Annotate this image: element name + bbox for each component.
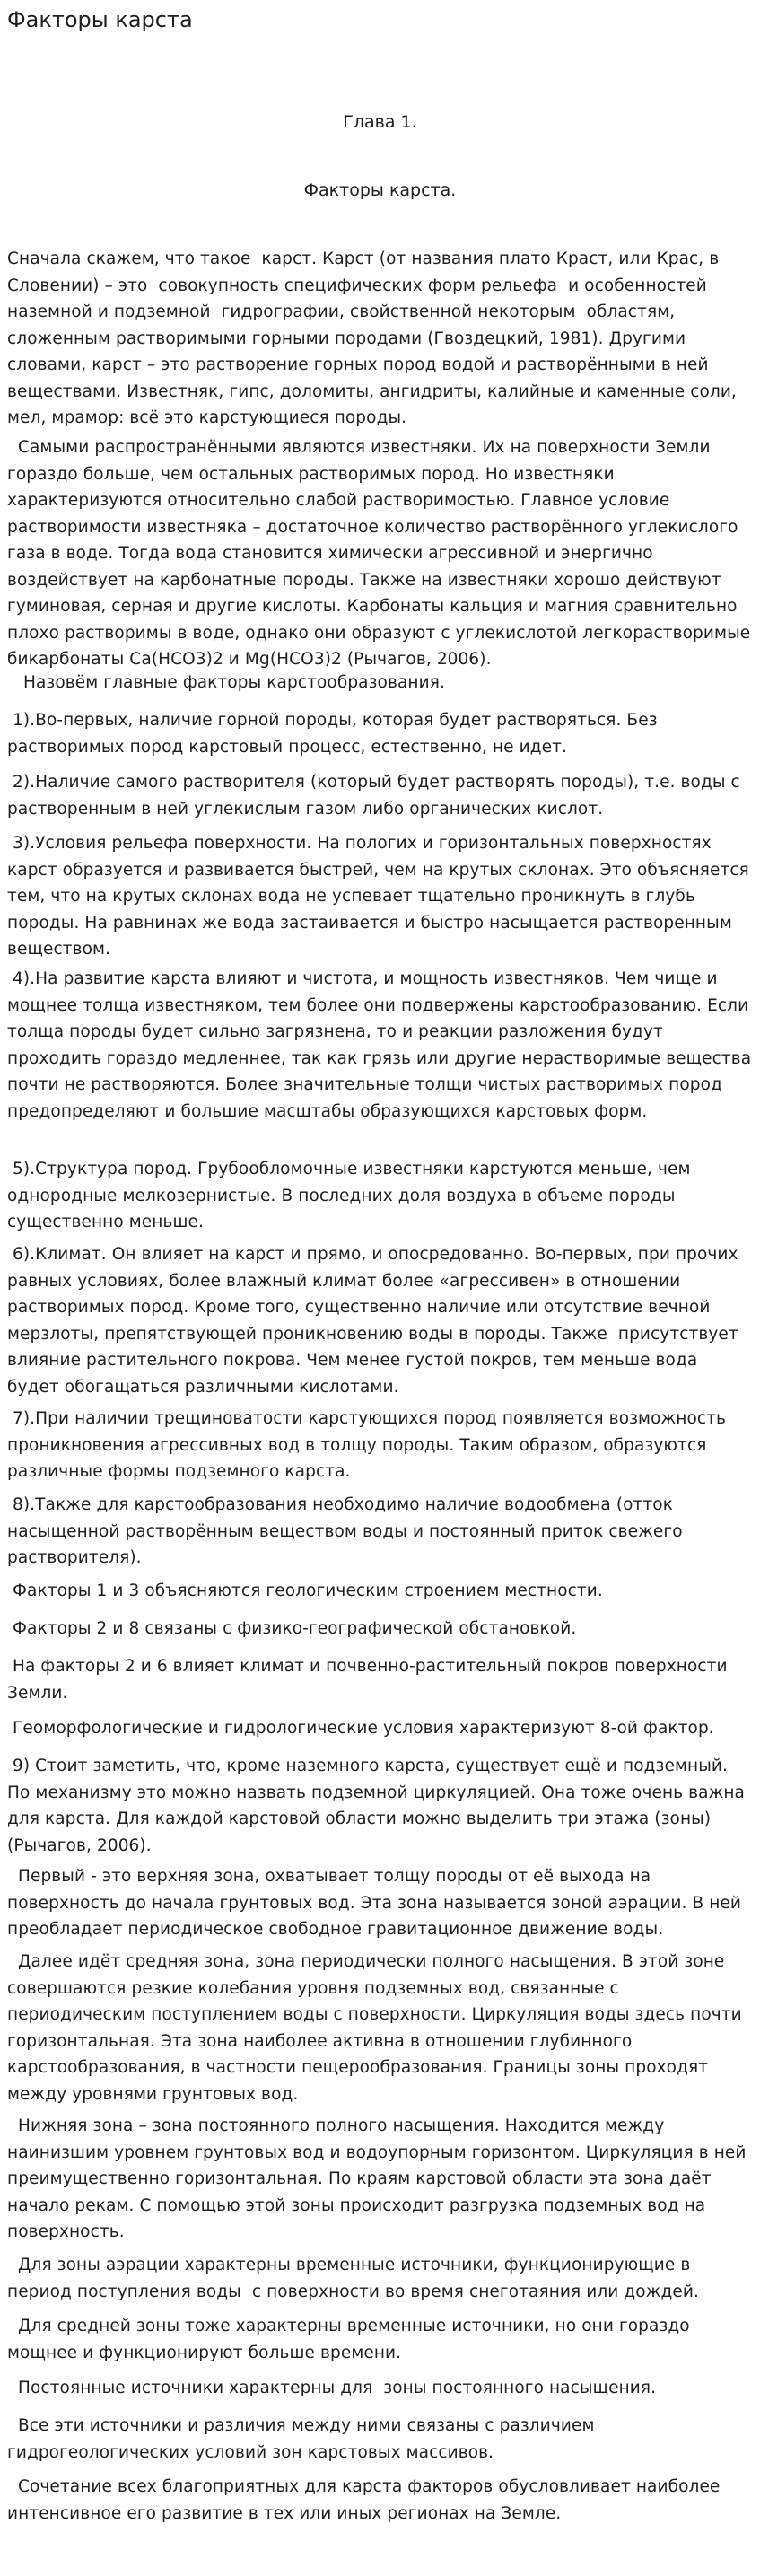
- paragraph-factor-8-conditions: Геоморфологические и гидрологические условия характеризуют 8-ой фактор.: [7, 1719, 714, 1738]
- paragraph-factor-4: 4).На развитие карста влияют и чистота, и мощность известняков. Чем чище и мощнее толща известняком, тем более они подвержены карстообразованию. Если толща породы будет сильно загрязнена, то и реакции разложения будут проходить гораздо медленнее, так как грязь или другие нерастворимые вещества почти не растворяются. Более значительные толщи чистых растворимых пород предопределяют и большие масштабы образующихся карстовых форм.: [7, 969, 757, 1121]
- document-title: Факторы карста: [7, 7, 193, 32]
- paragraph-limestone: Самыми распространёнными являются известняки. Их на поверхности Земли гораздо больше, чем остальных растворимых пород. Но известняки характеризуются относительно слабой растворимостью. Главное условие растворимости известняка – достаточное количество растворённого углекислого газа в воде. Тогда вода становится химически агрессивной и энергично воздействует на карбонатные породы. Также на известняки хорошо действуют гуминовая, серная и другие кислоты. Карбонаты кальция и магния сравнительно плохо растворимы в воде, однако они образуют с углекислотой легкорастворимые бикарбонаты Ca(HCO3)2 и Mg(HCO3)2 (Рычагов, 2006).: [7, 438, 756, 669]
- paragraph-factor-8: 8).Также для карстообразования необходимо наличие водообмена (отток насыщенной растворённым веществом воды и постоянный приток свежего растворителя).: [7, 1495, 688, 1567]
- paragraph-factors-1-3: Факторы 1 и 3 объясняются геологическим строением местности.: [7, 1582, 603, 1600]
- paragraph-middle-sources: Для средней зоны тоже характерны временные источники, но они гораздо мощнее и функционируют больше времени.: [7, 2317, 695, 2362]
- paragraph-upper-zone: Первый - это верхняя зона, охватывает толщу породы от её выхода на поверхность до начала грунтовых вод. Эта зона называется зоной аэрации. В ней преобладает периодическое свободное гравитационное движение воды.: [7, 1867, 747, 1939]
- paragraph-intro: Сначала скажем, что такое карст. Карст (от названия плато Краст, или Крас, в Словении) – это совокупность специфических форм рельефа и особенностей наземной и подземной гидрографии, свойственной некоторым областям, сложенным растворимыми горными породами (Гвоздецкий, 1981). Другими словами, карст – это растворение горных пород водой и растворёнными в ней веществами. Известняк, гипс, доломиты, ангидриты, калийные и каменные соли, мел, мрамор: всё это карстующиеся породы.: [7, 250, 742, 427]
- paragraph-underground-karst: 9) Стоит заметить, что, кроме наземного карста, существует ещё и подземный. По механизму это можно назвать подземной циркуляцией. Она тоже очень важна для карста. Для каждой карстовой области можно выделить три этажа (зоны) (Рычагов, 2006).: [7, 1757, 750, 1855]
- paragraph-conclusion: Сочетание всех благоприятных для карста факторов обусловливает наиболее интенсивное его развитие в тех или иных регионах на Земле.: [7, 2477, 726, 2523]
- paragraph-factor-3: 3).Условия рельефа поверхности. На пологих и горизонтальных поверхностях карст образуется и развивается быстрей, чем на крутых склонах. Это объясняется тем, что на крутых склонах вода не успевает тщательно проникнуть в глубь породы. На равнинах же вода застаивается и быстро насыщается растворенным веществом.: [7, 834, 755, 959]
- paragraph-factor-7: 7).При наличии трещиноватости карстующихся пород появляется возможность проникновения агрессивных вод в толщу породы. Таким образом, образуются различные формы подземного карста.: [7, 1409, 732, 1481]
- paragraph-permanent-sources: Постоянные источники характерны для зоны постоянного насыщения.: [7, 2379, 657, 2397]
- paragraph-factor-1: 1).Во-первых, наличие горной породы, которая будет растворяться. Без растворимых пород карстовый процесс, естественно, не идет.: [7, 711, 663, 757]
- paragraph-factors-2-8: Факторы 2 и 8 связаны с физико-географической обстановкой.: [7, 1619, 577, 1638]
- chapter-label: Глава 1.: [343, 112, 417, 132]
- paragraph-lower-zone: Нижняя зона – зона постоянного полного насыщения. Находится между наинизшим уровнем грунтовых вод и водоупорным горизонтом. Циркуляция в ней преимущественно горизонтальная. По краям карстовой области эта зона даёт начало рекам. С помощью этой зоны происходит разгрузка подземных вод на поверхность.: [7, 2116, 752, 2241]
- paragraph-middle-zone: Далее идёт средняя зона, зона периодически полного насыщения. В этой зоне совершаются резкие колебания уровня подземных вод, связанные с периодическим поступлением воды с поверхности. Циркуляция воды здесь почти горизонтальная. Эта зона наиболее активна в отношении глубинного карстообразования, в частности пещерообразования. Границы зоны проходят между уровнями грунтовых вод.: [7, 1952, 747, 2104]
- paragraph-factors-intro: Назовём главные факторы карстообразования.: [7, 673, 445, 692]
- paragraph-factors-2-6: На факторы 2 и 6 влияет климат и почвенно-растительный покров поверхности Земли.: [7, 1657, 733, 1703]
- paragraph-factor-6: 6).Климат. Он влияет на карст и прямо, и опосредованно. Во-первых, при прочих равных условиях, более влажный климат более «агрессивен» в отношении растворимых пород. Кроме того, существенно наличие или отсутствие вечной мерзлоты, препятствующей проникновению воды в породы. Также присутствует влияние растительного покрова. Чем менее густой покров, тем меньше вода будет обогащаться различными кислотами.: [7, 1245, 744, 1397]
- paragraph-sources-differences: Все эти источники и различия между ними связаны с различием гидрогеологических условий зон карстовых массивов.: [7, 2416, 600, 2462]
- paragraph-factor-5: 5).Структура пород. Грубообломочные известняки карстуются меньше, чем однородные мелкозернистые. В последних доля воздуха в объеме породы существенно меньше.: [7, 1160, 696, 1231]
- paragraph-aeration-sources: Для зоны аэрации характерны временные источники, функционирующие в период поступления воды с поверхности во время снеготаяния или дождей.: [7, 2256, 699, 2301]
- paragraph-factor-2: 2).Наличие самого растворителя (который будет растворять породы), т.е. воды с растворенным в ней углекислым газом либо органических кислот.: [7, 773, 746, 819]
- chapter-title: Факторы карста.: [303, 180, 457, 200]
